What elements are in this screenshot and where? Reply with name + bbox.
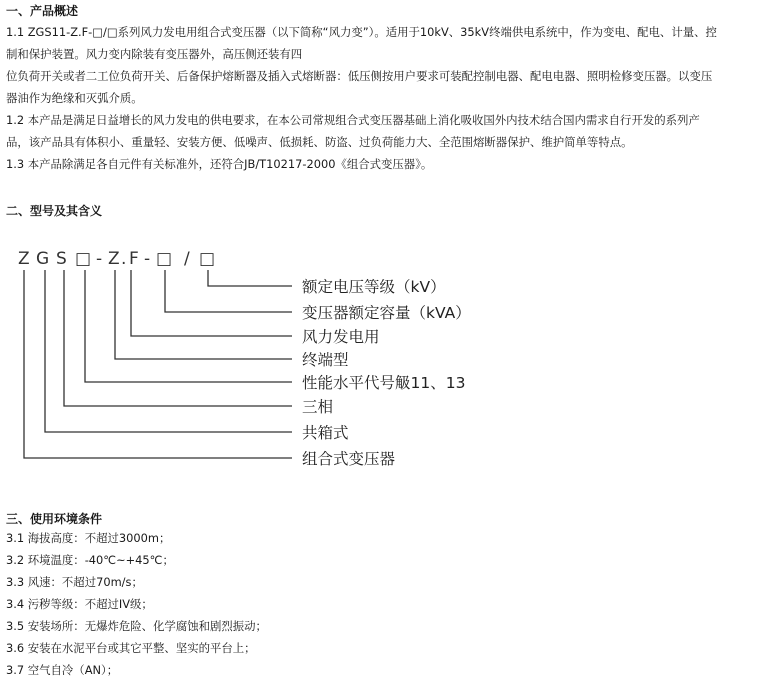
connector-line: [208, 270, 292, 286]
meaning-label: 风力发电用: [302, 328, 380, 346]
meaning-label: 变压器额定容量（kVA）: [302, 304, 471, 322]
code-char: □: [75, 249, 92, 269]
code-char: .: [121, 249, 127, 269]
code-char: S: [56, 249, 67, 269]
condition-line: 3.2 环境温度：-40℃~+45℃；: [6, 553, 174, 567]
connector-lines: [24, 270, 292, 458]
code-char: □: [156, 249, 173, 269]
paragraph-line: 制和保护装置。风力变内除装有变压器外，高压侧还装有四: [6, 47, 303, 61]
paragraph-line: 1.3 本产品除满足各自元件有关标准外，还符合JB/T10217-2000《组合式变压器》。: [6, 157, 433, 171]
paragraph-line: 位负荷开关或者二工位负荷开关、后备保护熔断器及插入式熔断器：低压侧按用户要求可装配控制电器、配电电器、照明检修变压器。以变压: [6, 69, 713, 83]
condition-line: 3.5 安装场所：无爆炸危险、化学腐蚀和剧烈振动；: [6, 619, 267, 633]
meaning-label: 共箱式: [302, 424, 349, 442]
meaning-label: 终端型: [302, 351, 349, 369]
code-char: /: [184, 249, 190, 269]
condition-line: 3.3 风速：不超过70m/s；: [6, 575, 143, 589]
paragraph-line: 品，该产品具有体积小、重量轻、安装方便、低噪声、低损耗、防盗、过负荷能力大、全范围熔断器保护、维护简单等特点。: [6, 135, 633, 149]
connector-line: [115, 270, 292, 359]
code-char: G: [36, 249, 50, 269]
connector-line: [165, 270, 292, 312]
condition-line: 3.7 空气自冷（AN）；: [6, 663, 119, 677]
paragraph-line: 1.2 本产品是满足日益增长的风力发电的供电要求，在本公司常规组合式变压器基础上消化吸收国外内技术结合国内需求自行开发的系列产: [6, 113, 700, 127]
connector-line: [64, 270, 292, 406]
paragraph-line: 器油作为绝缘和灭弧介质。: [6, 91, 143, 105]
condition-line: 3.1 海拔高度：不超过3000m；: [6, 531, 171, 545]
code-char: Z: [18, 249, 30, 269]
connector-line: [85, 270, 292, 382]
section-1-heading: 一、产品概述: [6, 4, 79, 18]
section-3-body: [6, 527, 754, 681]
condition-line: 3.4 污秽等级：不超过IV级；: [6, 597, 153, 611]
section-1-body: [6, 21, 754, 175]
code-char: -: [96, 249, 103, 269]
condition-line: 3.6 安装在水泥平台或其它平整、坚实的平台上；: [6, 641, 256, 655]
meaning-label: 性能水平代号觙11、13: [302, 374, 466, 392]
meaning-label: 三相: [302, 398, 334, 416]
code-char: -: [144, 249, 151, 269]
paragraph-line: 1.1 ZGS11-Z.F-□/□系列风力发电用组合式变压器（以下简称“风力变”）。适用于10kV、35kV终端供电系统中，作为变电、配电、计量、控: [6, 25, 717, 39]
meaning-label: 组合式变压器: [302, 450, 396, 468]
section-3-heading: 三、使用环境条件: [6, 512, 103, 526]
code-char: F: [129, 249, 139, 269]
model-code-diagram: [0, 236, 520, 476]
model-code-svg: [0, 236, 520, 476]
code-char: □: [199, 249, 216, 269]
code-char: Z: [108, 249, 120, 269]
meaning-label: 额定电压等级（kV）: [302, 278, 446, 296]
connector-line: [45, 270, 292, 432]
connector-line: [131, 270, 292, 336]
section-2-heading: 二、型号及其含义: [6, 204, 103, 218]
